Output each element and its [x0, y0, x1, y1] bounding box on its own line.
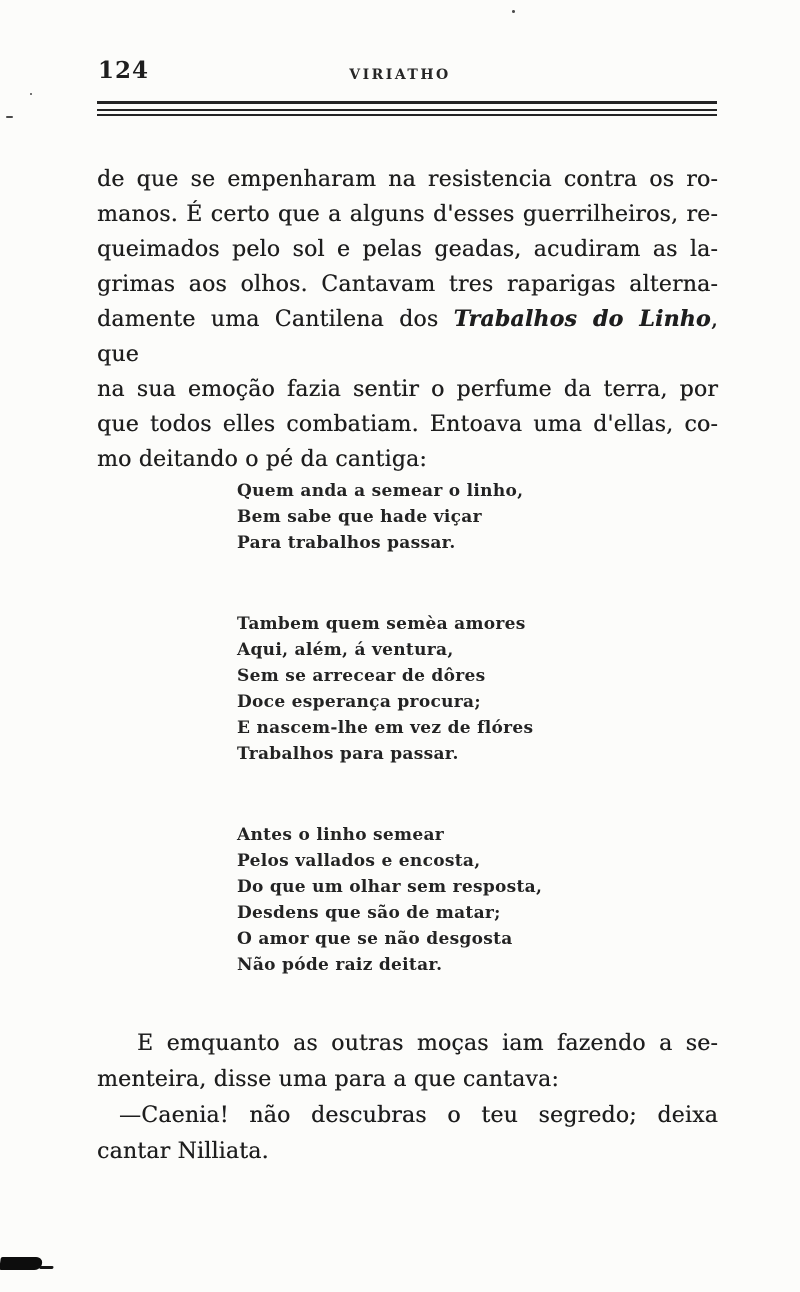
- verse-line: Para trabalhos passar.: [237, 533, 456, 553]
- ink-smudge: [0, 1257, 43, 1270]
- header-rule-bottom: [97, 109, 717, 116]
- text-line: mo deitando o pé da cantiga:: [97, 447, 427, 472]
- text-line: de que se empenharam na resistencia contra os ro-: [97, 167, 718, 192]
- page-number: 124: [98, 57, 150, 84]
- text-line-with-italic: [97, 302, 718, 372]
- scan-speck: [30, 93, 32, 95]
- scan-speck: [6, 116, 13, 118]
- verse-3: [237, 822, 542, 978]
- verse-line: Desdens que são de matar;: [237, 903, 501, 923]
- paragraph-2: [97, 1026, 718, 1170]
- italic-book-title: Trabalhos do Linho: [453, 306, 711, 332]
- scan-speck: [512, 10, 515, 13]
- verse-line: O amor que se não desgosta: [237, 929, 513, 949]
- paragraph-1: [97, 162, 718, 477]
- header-rule: [97, 101, 717, 116]
- verse-line: Doce esperança procura;: [237, 692, 481, 712]
- text-segment: , que: [97, 307, 718, 367]
- verse-line: E nascem-lhe em vez de flóres: [237, 718, 534, 738]
- verse-line: Trabalhos para passar.: [237, 744, 459, 764]
- verse-line: Antes o linho semear: [237, 825, 445, 845]
- text-line: que todos elles combatiam. Entoava uma d'ellas, co-: [97, 412, 718, 437]
- text-segment: damente uma Cantilena dos: [97, 307, 454, 332]
- text-line: cantar Nilliata.: [97, 1139, 269, 1164]
- verse-line: Quem anda a semear o linho,: [237, 481, 524, 501]
- running-title: VIRIATHO: [349, 67, 451, 83]
- song-verses: [237, 478, 542, 978]
- text-line: grimas aos olhos. Cantavam tres raparigas alterna-: [97, 272, 718, 297]
- text-line: na sua emoção fazia sentir o perfume da terra, por: [97, 377, 718, 402]
- text-line: queimados pelo sol e pelas geadas, acudiram as la-: [97, 237, 718, 262]
- header-rule-top: [97, 101, 717, 104]
- verse-line: Pelos vallados e encosta,: [237, 851, 481, 871]
- text-line: —Caenia! não descubras o teu segredo; deixa: [119, 1103, 718, 1128]
- text-line: manos. É certo que a alguns d'esses guerrilheiros, re-: [97, 202, 718, 227]
- verse-line: Aqui, além, á ventura,: [237, 640, 454, 660]
- verse-line: Do que um olhar sem resposta,: [237, 877, 543, 897]
- verse-line: Tambem quem semèa amores: [237, 614, 526, 634]
- verse-line: Sem se arrecear de dôres: [237, 666, 486, 686]
- text-line: E emquanto as outras moças iam fazendo a se-: [137, 1031, 718, 1056]
- verse-line: Não póde raiz deitar.: [237, 955, 443, 975]
- verse-1: [237, 478, 542, 556]
- text-line: menteira, disse uma para a que cantava:: [97, 1067, 559, 1092]
- verse-line: Bem sabe que hade viçar: [237, 507, 482, 527]
- verse-2: [237, 611, 542, 767]
